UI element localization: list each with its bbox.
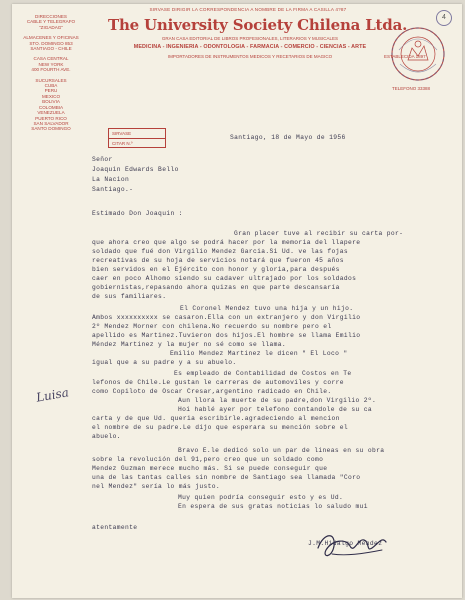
company-services: MEDICINA - INGENIERIA - ODONTOLOGIA - FARMACIA - COMERCIO - CIENCIAS - ARTE <box>133 44 367 50</box>
closing: atentamente <box>92 524 138 531</box>
body-line: gobiernistas,repasando ahora quizas en que parte descansaría <box>92 284 340 291</box>
body-line: como Copiloto de Oscar Cresar,argentino radicado en Chile. <box>92 388 332 395</box>
address-line: MEXICO <box>41 93 61 99</box>
body-line: lefonos de Chile.Le gustan le carreras de automoviles y corre <box>92 379 344 386</box>
body-line: Mendez Guzman merece mucho más. Si se puede conseguir que <box>92 465 328 472</box>
handwritten-signature <box>312 528 392 568</box>
body-line: En espera de sus gratas noticias lo saludo mui <box>178 503 368 510</box>
address-line: PERU <box>44 88 58 94</box>
address-line: VENEZUELA <box>37 110 65 116</box>
address-line: STO. DOMINGO 853 <box>29 40 73 46</box>
recipient-line: Señor <box>92 156 113 163</box>
body-line: 2º Mendez Morner con chilena.No recuerdo su nombre pero el <box>92 323 332 330</box>
company-subtitle: GRAN CASA EDITORIAL DE LIBROS PROFESIONALES, LITERARIOS Y MUSICALES <box>161 36 339 41</box>
body-line: El Coronel Mendez tuvo una hija y un hijo. <box>180 305 354 312</box>
body-line: Es empleado de Contabilidad de Costos en Te <box>174 370 352 377</box>
address-line: NEW YORK <box>38 61 64 67</box>
body-line: recreativas de su hoja de servicios notará que fueron 45 años <box>92 257 344 264</box>
reference-box <box>108 128 166 148</box>
address-line: SUCURSALES <box>35 77 67 83</box>
recipient-line: Santiago.- <box>92 186 134 193</box>
signature-name: J.M.Hidalgo Mendez <box>308 540 383 547</box>
recipient-line: Joaquin Edwards Bello <box>92 166 179 173</box>
body-line: una de las tantas calles sin nombre de Santiago sea llamada "Coro <box>92 474 361 481</box>
body-line: Ambos xxxxxxxxxx se casaron.Ella con un extranjero y don Virgilio <box>92 314 361 321</box>
body-line: caer en poco Alhomo siendo su cadaver ultrajado por los soldados <box>92 275 357 282</box>
address-line: SANTIAGO - CHILE <box>30 46 72 52</box>
letterhead-top-line: SIRVASE DIRIGIR LA CORRESPONDENCIA A NOMBRE DE LA FIRMA A CASILLA 4?87 <box>149 7 347 12</box>
address-line: DIRECCIONES <box>35 14 67 19</box>
body-line: bien servidos en el Ejército con honor y gloria,para después <box>92 266 340 273</box>
page-number-stamp: 4 <box>436 10 452 26</box>
body-line: Emilio Mendez Martinez le dicen " El Loco " <box>170 350 348 357</box>
body-line: Muy quien podría conseguir esto y es Ud. <box>178 494 344 501</box>
body-line: de sus familiares. <box>92 293 167 300</box>
body-line: abuelo. <box>92 433 121 440</box>
body-line: carta y de que Ud. queria escribirle.agradeciendo al mencion <box>92 415 340 422</box>
body-line: apellido es Martinez.Tuvieron dos hijos.El hombre se llama Emilio <box>92 332 361 339</box>
company-imports: IMPORTADORES DE INSTRUMENTOS MEDICOS Y RECETARIOS DE MAGICO <box>167 54 333 59</box>
body-line: nel Mendez" sería lo más justo. <box>92 483 220 490</box>
body-line: soldado que fué don Virgilio Mendez Garcia.Si Ud. ve las fojas <box>92 248 348 255</box>
body-line: Gran placer tuve al recibir su carta por- <box>234 230 404 237</box>
address-line: CASA CENTRAL <box>33 56 69 62</box>
body-line: que ahora creo que algo se podrá hacer por la memoria del llapere <box>92 239 361 246</box>
salutation: Estimado Don Joaquin : <box>92 210 183 217</box>
body-line: el nombre de su padre.Le dijo que esperara su mención sobre el <box>92 424 348 431</box>
address-line: ALMACENES Y OFICINAS <box>23 35 79 41</box>
address-line: BOLIVIA <box>42 99 60 105</box>
body-line: Hoi hablé ayer por telefono contandole de su ca <box>178 406 373 413</box>
address-line: COLOMBIA <box>38 104 64 110</box>
address-line: SAN SALVADOR <box>33 120 69 126</box>
address-line: SANTO DOMINGO <box>31 126 71 132</box>
body-line: Bravo E.le dedicó solo un par de lineas en su obra <box>178 447 385 454</box>
address-line: 400 FOURTH AVE. <box>31 67 71 73</box>
body-line: sobre la revolución del 91,pero creo que un soldado como <box>92 456 324 463</box>
established-year: ESTABLECIDA 1897 <box>384 54 426 59</box>
address-line: "ZIGADAG" <box>39 24 63 30</box>
telephone: TELEFONO 33388 <box>392 86 431 91</box>
body-line: Méndez Martinez y la mujer no sé como se llama. <box>92 341 287 348</box>
letter-date: Santiago, 18 de Mayo de 1956 <box>230 134 346 141</box>
body-line: igual que a su padre y a su abuelo. <box>92 359 237 366</box>
reference-label: CITAR N.º <box>109 138 165 148</box>
address-line: PUERTO RICO <box>35 115 67 121</box>
letter-page <box>12 4 462 598</box>
letterhead-address-column <box>18 14 84 132</box>
body-line: Aun llora la muerte de su padre,don Virgilio 2º. <box>178 397 377 404</box>
address-line: CUBA <box>44 83 58 89</box>
recipient-line: La Nacion <box>92 176 130 183</box>
company-name: The University Society Chilena Ltda. <box>108 16 408 34</box>
address-line: CABLE Y TELEGRAFO <box>26 19 76 25</box>
handwritten-margin-note: Luisa <box>35 385 70 405</box>
reference-label: SIRVASE <box>112 131 132 136</box>
